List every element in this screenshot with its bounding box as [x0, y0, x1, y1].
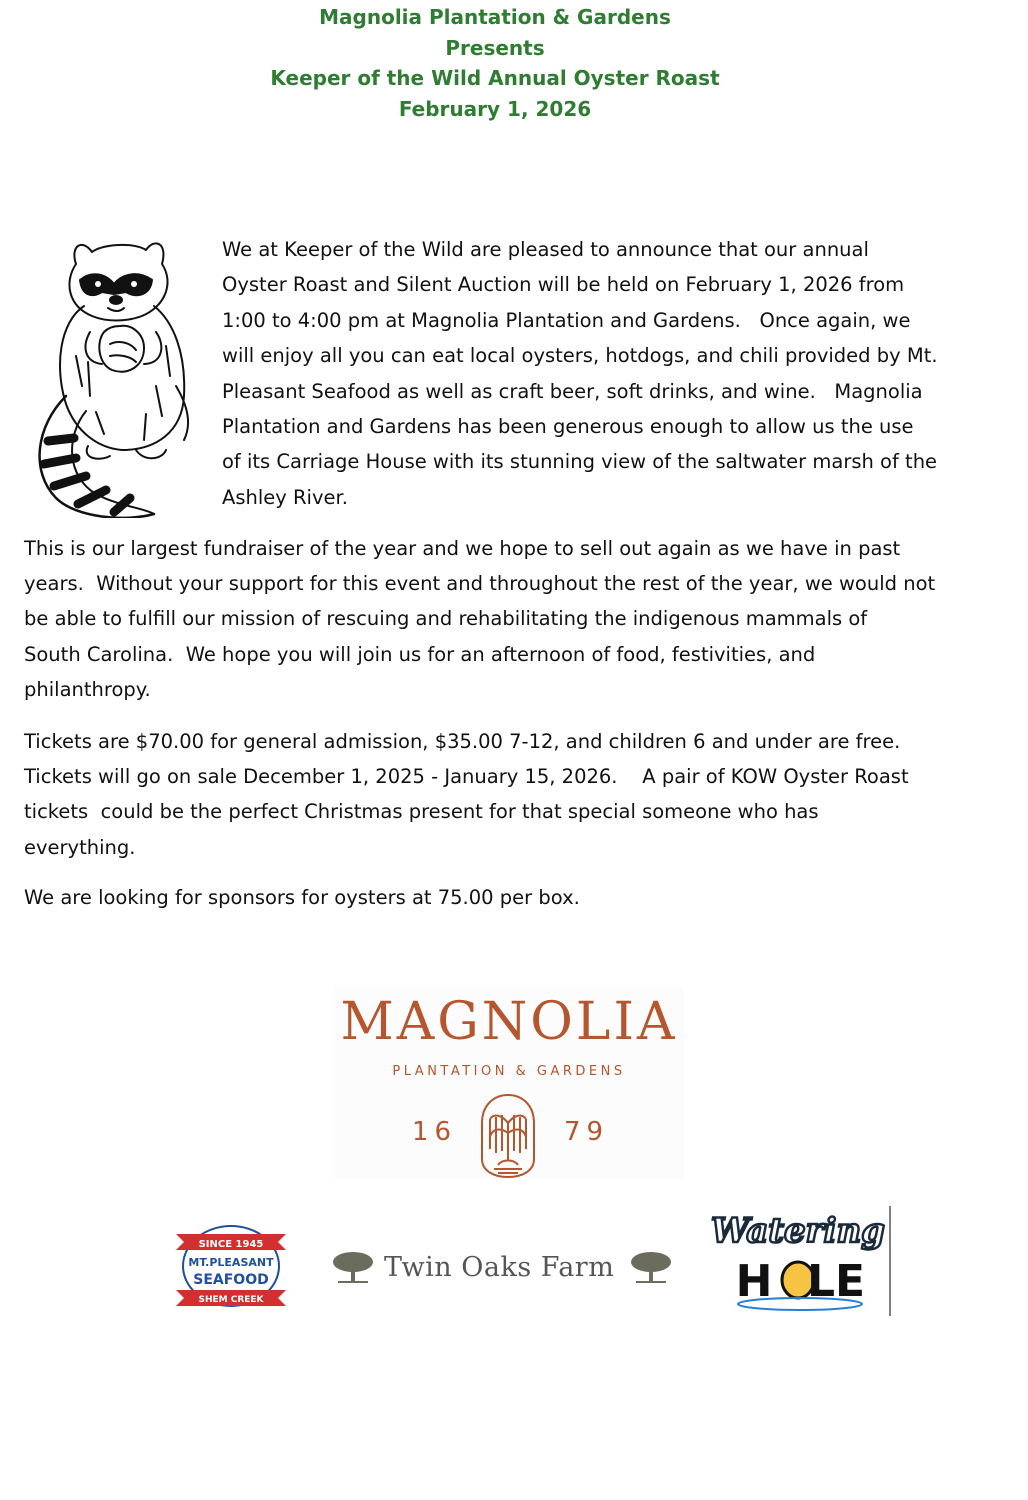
- tickets-line: tickets could be the perfect Christmas present for that special someone who has: [24, 800, 819, 824]
- tickets-line: Tickets are $70.00 for general admission, $35.00 7-12, and children 6 and under are free.: [24, 730, 901, 753]
- watering-hole-logo: [708, 1204, 894, 1318]
- intro-line: Pleasant Seafood as well as craft beer, soft drinks, and wine. Magnolia: [222, 379, 923, 403]
- header-event-title: Keeper of the Wild Annual Oyster Roast: [270, 66, 720, 90]
- intro-line: Ashley River.: [222, 485, 348, 509]
- fundraiser-line: be able to fulfill our mission of rescuing and rehabilitating the indigenous mammals of: [24, 607, 868, 631]
- magnolia-logo-subtitle: PLANTATION & GARDENS: [392, 1064, 626, 1079]
- header-date: February 1, 2026: [398, 96, 592, 121]
- intro-line: will enjoy all you can eat local oysters, hotdogs, and chili provided by Mt.: [222, 344, 938, 368]
- oak-tree-icon: [330, 1250, 376, 1286]
- wh-letter-h: H: [735, 1256, 773, 1307]
- intro-paragraph: [222, 232, 1002, 515]
- header-org: Magnolia Plantation & Gardens: [319, 5, 671, 29]
- sponsors-line: We are looking for sponsors for oysters at 75.00 per box.: [24, 886, 580, 909]
- fundraiser-line: years. Without your support for this event and throughout the rest of the year, we would not: [24, 572, 936, 596]
- fundraiser-paragraph: [24, 531, 1004, 707]
- raccoon-illustration: [26, 236, 192, 518]
- tickets-line: everything.: [24, 835, 136, 859]
- mps-line1: MT.PLEASANT: [188, 1256, 274, 1269]
- oak-tree-icon: [628, 1250, 674, 1286]
- magnolia-logo-title: MAGNOLIA: [340, 992, 678, 1052]
- mt-pleasant-seafood-logo: [172, 1220, 290, 1310]
- fundraiser-line: This is our largest fundraiser of the year and we hope to sell out again as we have in past: [24, 537, 901, 560]
- intro-line: Oyster Roast and Silent Auction will be held on February 1, 2026 from: [222, 273, 905, 297]
- magnolia-logo-years: [334, 1093, 684, 1179]
- magnolia-year-right: 79: [564, 1117, 610, 1147]
- intro-line: of its Carriage House with its stunning view of the saltwater marsh of the: [222, 450, 938, 474]
- fundraiser-line: philanthropy.: [24, 677, 151, 701]
- magnolia-year-left: 16: [412, 1117, 458, 1147]
- event-header: [0, 2, 990, 124]
- intro-line: Plantation and Gardens has been generous enough to allow us the use: [222, 415, 914, 439]
- header-presents: Presents: [445, 35, 545, 60]
- mps-line2: SEAFOOD: [193, 1272, 269, 1288]
- intro-line: We at Keeper of the Wild are pleased to announce that our annual: [222, 238, 869, 261]
- mps-banner-bottom: SHEM CREEK: [198, 1295, 264, 1305]
- tickets-line: Tickets will go on sale December 1, 2025 - January 15, 2026. A pair of KOW Oyster Roast: [24, 765, 909, 789]
- willow-tree-emblem-icon: [476, 1093, 540, 1179]
- intro-line: 1:00 to 4:00 pm at Magnolia Plantation and Gardens. Once again, we: [222, 308, 911, 332]
- sponsors-paragraph: [24, 880, 1004, 915]
- fundraiser-line: South Carolina. We hope you will join us for an afternoon of food, festivities, and: [24, 642, 816, 666]
- magnolia-logo: [334, 986, 684, 1178]
- twin-oaks-farm-logo: [330, 1250, 676, 1290]
- wh-line1: Watering: [711, 1211, 885, 1251]
- mps-banner-top: SINCE 1945: [198, 1239, 264, 1250]
- wh-letters-le: LE: [806, 1256, 866, 1307]
- twin-oaks-name: Twin Oaks Farm: [384, 1252, 615, 1283]
- tickets-paragraph: [24, 724, 1004, 865]
